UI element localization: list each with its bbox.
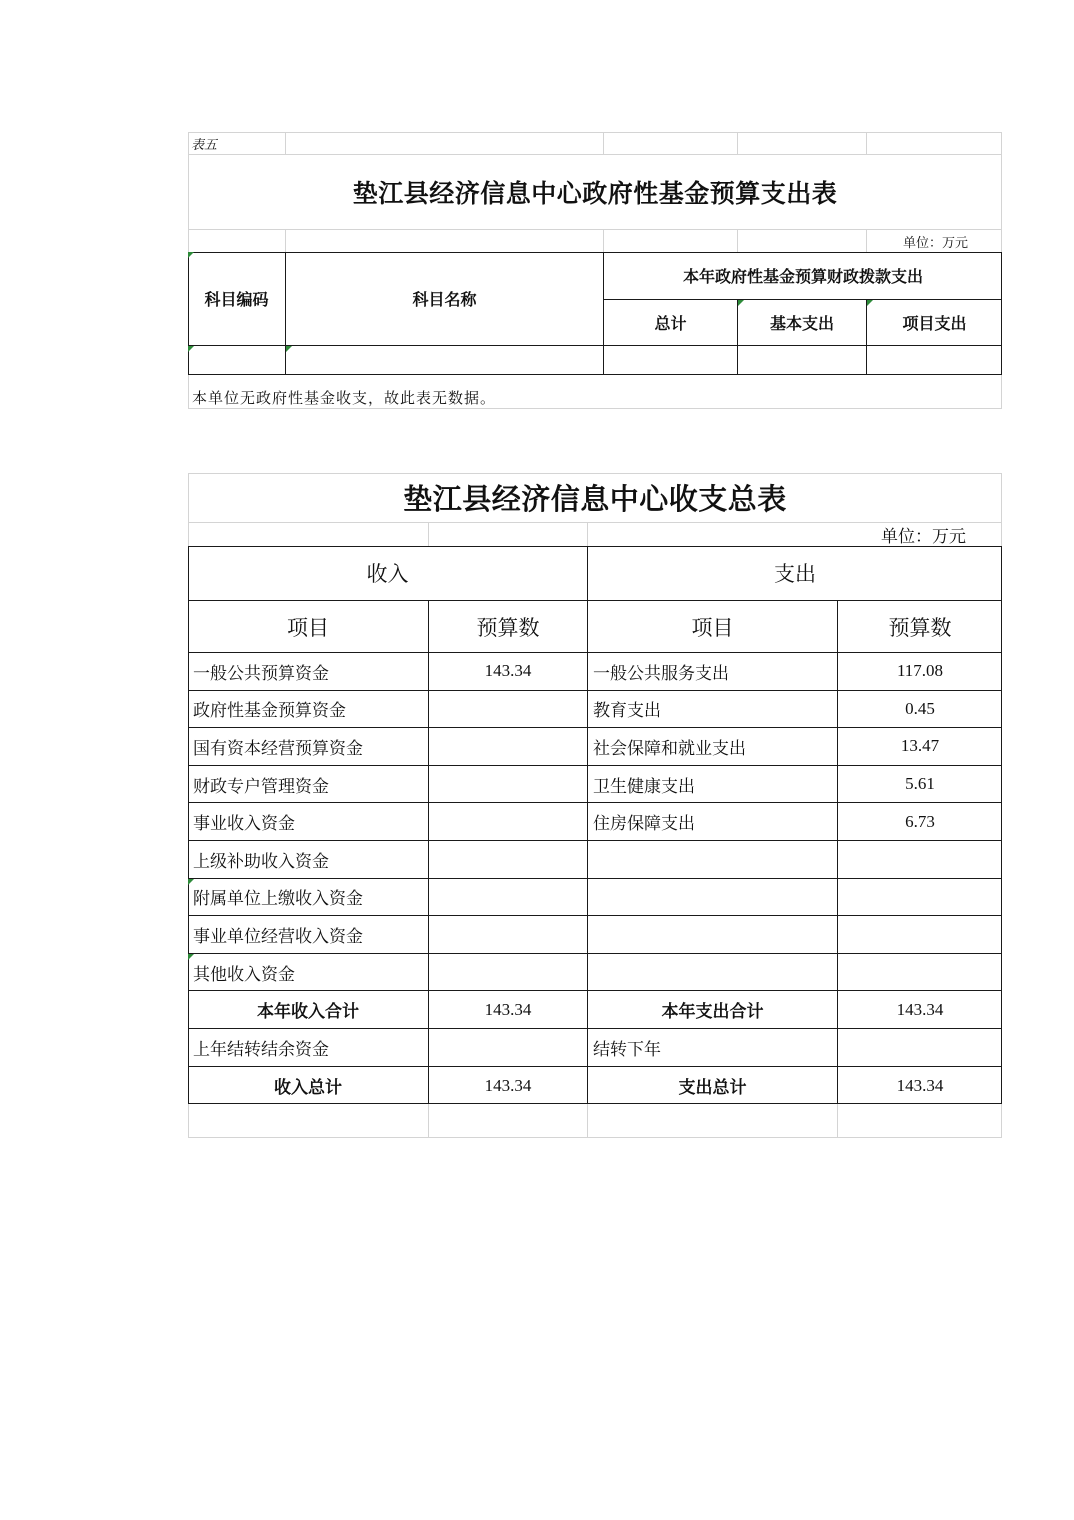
grid-cell bbox=[738, 230, 867, 252]
grid-cell bbox=[429, 1104, 588, 1138]
income-value bbox=[429, 879, 588, 917]
income-header: 收入 bbox=[188, 546, 588, 601]
income-value bbox=[429, 841, 588, 879]
header-name: 科目名称 bbox=[286, 252, 604, 345]
expense-grand-label: 支出总计 bbox=[588, 1067, 838, 1104]
expense-item: 卫生健康支出 bbox=[588, 766, 838, 804]
expense-item bbox=[588, 879, 838, 917]
income-item: 财政专户管理资金 bbox=[188, 766, 429, 804]
expense-item: 社会保障和就业支出 bbox=[588, 728, 838, 766]
grid-cell bbox=[286, 230, 604, 252]
income-item bbox=[188, 879, 429, 917]
carry-out-value bbox=[838, 1029, 1002, 1067]
expense-item bbox=[588, 916, 838, 954]
income-value bbox=[429, 728, 588, 766]
expense-grand-total: 143.34 bbox=[896, 1075, 944, 1095]
table-cell bbox=[188, 345, 286, 375]
year-expense-total-label: 本年支出合计 bbox=[588, 991, 838, 1029]
year-income-total: 143.34 bbox=[429, 991, 588, 1029]
expense-value bbox=[838, 916, 1002, 954]
carry-in-label: 上年结转结余资金 bbox=[188, 1029, 429, 1067]
grid-cell bbox=[604, 230, 738, 252]
year-income-total-label: 本年收入合计 bbox=[188, 991, 429, 1029]
expense-item: 一般公共服务支出 bbox=[588, 653, 838, 691]
cell-marker-icon bbox=[188, 346, 194, 352]
expense-value: 0.45 bbox=[838, 691, 1002, 729]
income-value: 143.34 bbox=[429, 653, 588, 691]
header-project bbox=[867, 300, 1002, 345]
expense-header: 支出 bbox=[588, 546, 1002, 601]
expense-item-header: 项目 bbox=[588, 601, 838, 653]
income-item: 一般公共预算资金 bbox=[188, 653, 429, 691]
table-cell bbox=[867, 345, 1002, 375]
cell-marker-icon bbox=[738, 300, 744, 306]
expense-item: 住房保障支出 bbox=[588, 803, 838, 841]
header-basic-label: 基本支出 bbox=[769, 314, 834, 333]
expense-value bbox=[838, 841, 1002, 879]
year-expense-total: 143.34 bbox=[838, 991, 1002, 1029]
income-value bbox=[429, 803, 588, 841]
income-item bbox=[188, 954, 429, 992]
carry-out-label: 结转下年 bbox=[588, 1029, 838, 1067]
expense-value bbox=[838, 954, 1002, 992]
expense-item bbox=[588, 841, 838, 879]
table-cell bbox=[286, 345, 604, 375]
income-grand-label: 收入总计 bbox=[188, 1067, 429, 1104]
income-value bbox=[429, 691, 588, 729]
table5-unit: 单位：万元 bbox=[902, 236, 968, 251]
grid-cell bbox=[867, 132, 1002, 155]
income-budget-header: 预算数 bbox=[429, 601, 588, 653]
grid-cell bbox=[588, 1104, 838, 1138]
header-total: 总计 bbox=[604, 300, 738, 345]
table-cell bbox=[604, 345, 738, 375]
table5-note: 本单位无政府性基金收支，故此表无数据。 bbox=[192, 389, 497, 407]
grid-cell bbox=[738, 132, 867, 155]
expense-value: 13.47 bbox=[838, 728, 1002, 766]
expense-item: 教育支出 bbox=[588, 691, 838, 729]
carry-in-value bbox=[429, 1029, 588, 1067]
expense-item bbox=[588, 954, 838, 992]
cell-marker-icon bbox=[188, 879, 194, 885]
grid-cell bbox=[188, 1104, 429, 1138]
grid-cell bbox=[188, 230, 286, 252]
header-code bbox=[188, 252, 286, 345]
income-value bbox=[429, 916, 588, 954]
income-item-header: 项目 bbox=[188, 601, 429, 653]
cell-marker-icon bbox=[188, 954, 194, 960]
cell-marker-icon bbox=[867, 300, 873, 306]
grid-cell bbox=[188, 523, 429, 546]
expense-value bbox=[838, 879, 1002, 917]
grid-cell bbox=[604, 132, 738, 155]
header-group: 本年政府性基金预算财政拨款支出 bbox=[604, 252, 1002, 300]
cell-marker-icon bbox=[286, 346, 292, 352]
header-project-label: 项目支出 bbox=[902, 314, 967, 333]
table5 bbox=[188, 132, 1002, 410]
table5-label: 表五 bbox=[188, 132, 286, 155]
expense-value: 6.73 bbox=[838, 803, 1002, 841]
income-item: 事业单位经营收入资金 bbox=[188, 916, 429, 954]
income-item: 政府性基金预算资金 bbox=[188, 691, 429, 729]
header-code-label: 科目编码 bbox=[204, 290, 269, 309]
expense-value: 5.61 bbox=[838, 766, 1002, 804]
table5-title: 垫江县经济信息中心政府性基金预算支出表 bbox=[188, 155, 1002, 230]
income-item: 国有资本经营预算资金 bbox=[188, 728, 429, 766]
income-value bbox=[429, 954, 588, 992]
income-item: 事业收入资金 bbox=[188, 803, 429, 841]
income-value bbox=[429, 766, 588, 804]
summary-title: 垫江县经济信息中心收支总表 bbox=[188, 473, 1002, 523]
income-item: 上级补助收入资金 bbox=[188, 841, 429, 879]
header-basic bbox=[738, 300, 867, 345]
cell-marker-icon bbox=[188, 252, 194, 258]
grid-cell bbox=[286, 132, 604, 155]
expense-value: 117.08 bbox=[838, 653, 1002, 691]
grid-cell bbox=[429, 523, 588, 546]
income-item-label: 附属单位上缴收入资金 bbox=[193, 889, 363, 910]
income-grand-total: 143.34 bbox=[429, 1067, 588, 1104]
summary-unit: 单位：万元 bbox=[881, 527, 966, 547]
table-cell bbox=[738, 345, 867, 375]
summary-table bbox=[188, 473, 1002, 1139]
income-item-label: 其他收入资金 bbox=[193, 964, 295, 985]
expense-budget-header: 预算数 bbox=[838, 601, 1002, 653]
